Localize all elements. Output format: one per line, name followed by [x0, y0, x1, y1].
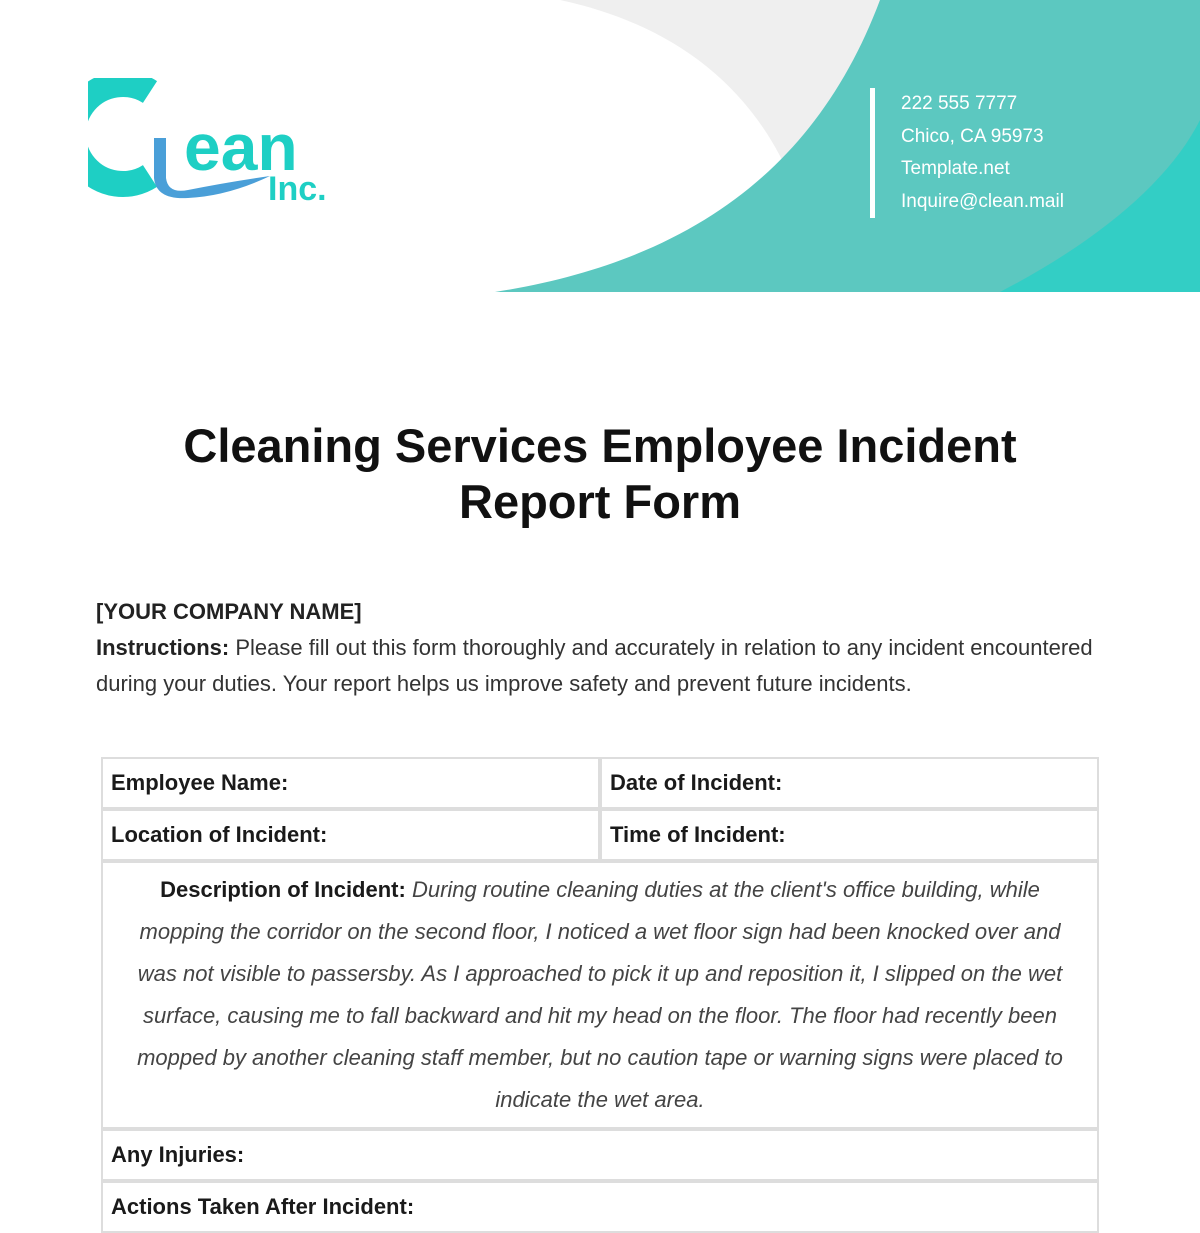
- phone: 222 555 7777: [901, 93, 1018, 114]
- intro-section: [96, 594, 1106, 702]
- actions-taken-field[interactable]: Actions Taken After Incident:: [101, 1181, 1099, 1233]
- address: Chico, CA 95973: [901, 125, 1044, 147]
- any-injuries-field[interactable]: Any Injuries:: [101, 1129, 1099, 1181]
- page-title: Cleaning Services Employee Incident Report Form: [183, 419, 1017, 528]
- svg-text:ean: ean: [184, 110, 298, 184]
- email[interactable]: Inquire@clean.mail: [901, 190, 1064, 212]
- location-of-incident-field[interactable]: Location of Incident:: [101, 809, 600, 861]
- instructions-text: Please fill out this form thoroughly and accurately in relation to any incident encountered during your duties. Your report helps us improve safety and prevent future incidents.: [96, 635, 1093, 696]
- incident-form-table: [101, 757, 1099, 1233]
- time-of-incident-field[interactable]: Time of Incident:: [600, 809, 1099, 861]
- contact-info: [870, 88, 1064, 218]
- date-of-incident-field[interactable]: Date of Incident:: [600, 757, 1099, 809]
- svg-text:Inc.: Inc.: [268, 170, 327, 208]
- instructions-label: Instructions:: [96, 635, 230, 660]
- description-field[interactable]: Description of Incident: During routine cleaning duties at the client's office building, while mopping the corridor on the second floor, I noticed a wet floor sign had been knocked over and was not visible to passersby. As I approached to pick it up and reposition it, I slipped on the wet surface, causing me to fall backward and hit my head on the floor. The floor had recently been mopped by another cleaning staff member, but no caution tape or warning signs were placed to indicate the wet area.: [101, 861, 1099, 1129]
- website[interactable]: Template.net: [901, 158, 1010, 179]
- company-name-placeholder: [YOUR COMPANY NAME]: [96, 599, 362, 624]
- header-banner: [0, 0, 1200, 292]
- employee-name-field[interactable]: Employee Name:: [101, 757, 600, 809]
- instructions: [96, 630, 1106, 702]
- company-logo: [88, 78, 348, 208]
